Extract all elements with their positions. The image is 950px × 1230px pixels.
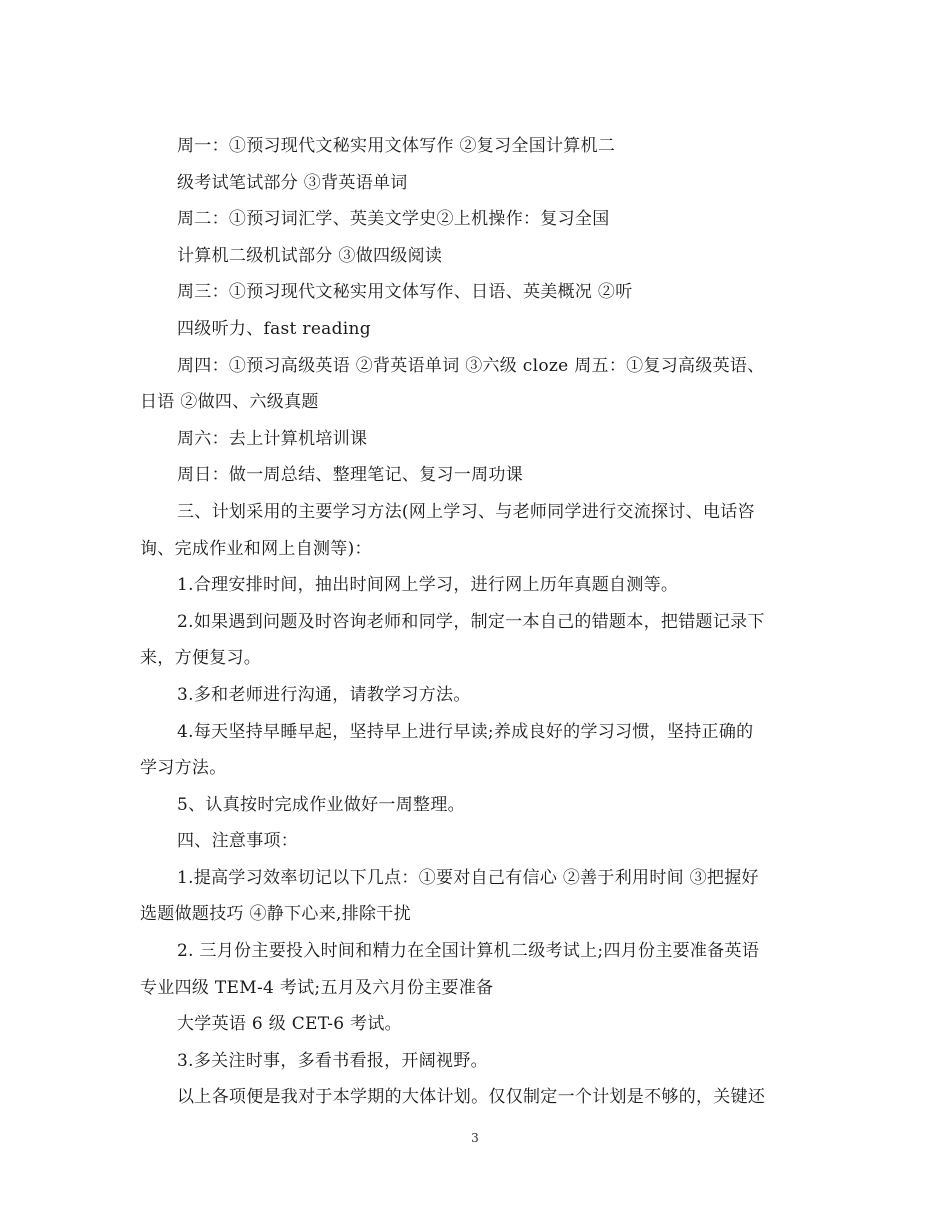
text-line: 周四：①预习高级英语 ②背英语单词 ③六级 cloze 周五：①复习高级英语、 <box>177 355 765 376</box>
text-line: 5、认真按时完成作业做好一周整理。 <box>177 794 465 815</box>
text-line: 选题做题技巧 ④静下心来,排除干扰 <box>140 904 411 925</box>
text-line: 以上各项便是我对于本学期的大体计划。仅仅制定一个计划是不够的，关键还 <box>177 1087 766 1108</box>
text-line: 1.合理安排时间，抽出时间网上学习，进行网上历年真题自测等。 <box>177 575 679 596</box>
text-line: 四、注意事项： <box>177 831 299 852</box>
text-line: 来，方便复习。 <box>140 648 262 669</box>
text-line: 2. 三月份主要投入时间和精力在全国计算机二级考试上;四月份主要准备英语 <box>177 941 760 962</box>
page-number: 3 <box>471 1131 479 1145</box>
text-line: 周日：做一周总结、整理笔记、复习一周功课 <box>177 465 523 486</box>
text-line: 周三：①预习现代文秘实用文体写作、日语、英美概况 ②听 <box>177 282 633 303</box>
text-line: 日语 ②做四、六级真题 <box>140 392 319 413</box>
text-line: 1.提高学习效率切记以下几点：①要对自己有信心 ②善于利用时间 ③把握好 <box>177 867 759 888</box>
text-line: 3.多关注时事，多看书看报，开阔视野。 <box>177 1050 488 1071</box>
text-line: 周六：去上计算机培训课 <box>177 428 368 449</box>
text-line: 三、计划采用的主要学习方法(网上学习、与老师同学进行交流探讨、电话咨 <box>177 501 755 522</box>
text-line: 专业四级 TEM-4 考试;五月及六月份主要准备 <box>140 977 494 998</box>
text-line: 2.如果遇到问题及时咨询老师和同学，制定一本自己的错题本，把错题记录下 <box>177 611 765 632</box>
text-line: 学习方法。 <box>140 758 227 779</box>
text-line: 级考试笔试部分 ③背英语单词 <box>177 172 408 193</box>
document-body <box>140 128 820 1116</box>
text-line: 周一：①预习现代文秘实用文体写作 ②复习全国计算机二 <box>177 136 616 156</box>
text-line: 3.多和老师进行沟通，请教学习方法。 <box>177 684 471 705</box>
text-line: 询、完成作业和网上自测等)： <box>140 538 372 559</box>
text-line: 计算机二级机试部分 ③做四级阅读 <box>177 245 443 266</box>
text-line: 周二：①预习词汇学、英美文学史②上机操作：复习全国 <box>177 209 610 230</box>
text-line: 大学英语 6 级 CET-6 考试。 <box>177 1014 402 1035</box>
text-line: 4.每天坚持早睡早起，坚持早上进行早读;养成良好的学习习惯，坚持正确的 <box>177 721 754 742</box>
text-line: 四级听力、fast reading <box>177 318 371 339</box>
